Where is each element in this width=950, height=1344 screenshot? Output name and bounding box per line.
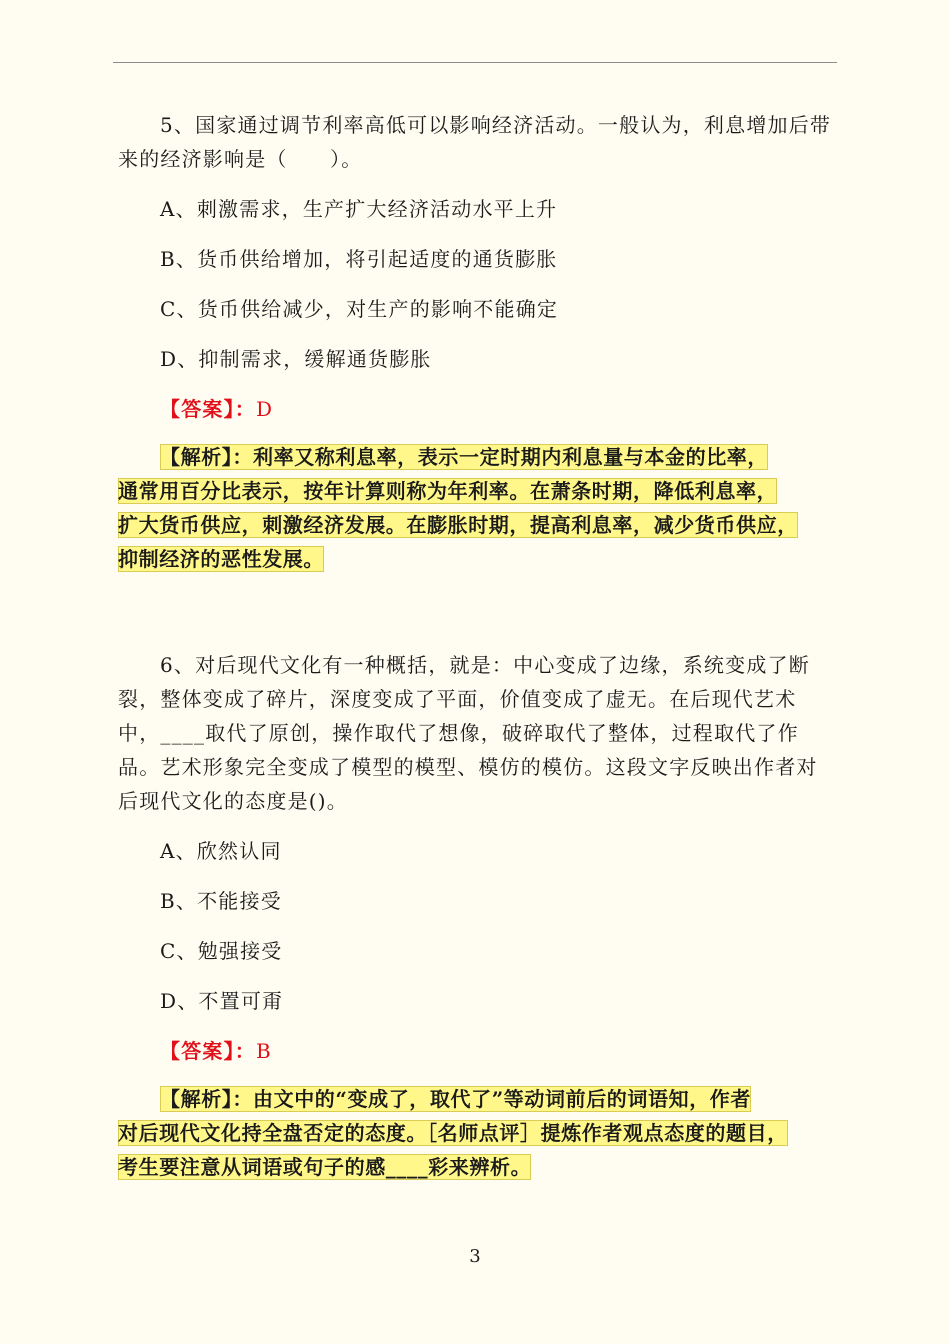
option-c: C、货币供给减少，对生产的影响不能确定 xyxy=(160,297,559,321)
option-a: A、欣然认同 xyxy=(160,839,282,863)
analysis-line: 对后现代文化持全盘否定的态度。［名师点评］提炼作者观点态度的题目， xyxy=(118,1121,788,1145)
answer-line xyxy=(160,1034,833,1068)
question-stem: 5、国家通过调节利率高低可以影响经济活动。一般认为，利息增加后带来的经济影响是（ ）。 xyxy=(118,113,832,171)
option-a: A、刺激需求，生产扩大经济活动水平上升 xyxy=(160,197,558,221)
answer-value: D xyxy=(256,397,274,421)
analysis-block xyxy=(118,1082,833,1184)
page-number: 3 xyxy=(469,1246,481,1267)
answer-tag: 【答案】： xyxy=(160,397,256,421)
analysis-line: 【解析】：由文中的“变成了，取代了”等动词前后的词语知，作者 xyxy=(160,1087,752,1111)
question-5 xyxy=(118,108,833,576)
option-c: C、勉强接受 xyxy=(160,939,283,963)
option-d: D、抑制需求，缓解通货膨胀 xyxy=(160,347,432,371)
analysis-line: 考生要注意从词语或句子的感____彩来辨析。 xyxy=(118,1155,532,1179)
analysis-line: 通常用百分比表示，按年计算则称为年利率。在萧条时期，降低利息率， xyxy=(118,479,778,503)
header-rule xyxy=(113,62,837,63)
analysis-block xyxy=(118,440,833,576)
option-d: D、不置可甭 xyxy=(160,989,284,1013)
answer-value: B xyxy=(256,1039,272,1063)
answer-line xyxy=(160,392,833,426)
analysis-line: 扩大货币供应，刺激经济发展。在膨胀时期，提高利息率，减少货币供应， xyxy=(118,513,798,537)
question-6 xyxy=(118,648,833,1184)
document-page xyxy=(118,108,833,1184)
analysis-line: 【解析】：利率又称利息率，表示一定时期内利息量与本金的比率， xyxy=(160,445,768,469)
analysis-line: 抑制经济的恶性发展。 xyxy=(118,547,324,571)
answer-tag: 【答案】： xyxy=(160,1039,256,1063)
question-stem: 6、对后现代文化有一种概括，就是：中心变成了边缘，系统变成了断裂，整体变成了碎片，深度变成了平面，价值变成了虚无。在后现代艺术中，____取代了原创，操作取代了想像，破碎取代了整体，过程取代了作品。艺术形象完全变成了模型的模型、模仿的模仿。这段文字反映出作者对后现代文化的态度是()。 xyxy=(118,653,818,813)
option-b: B、货币供给增加，将引起适度的通货膨胀 xyxy=(160,247,558,271)
option-b: B、不能接受 xyxy=(160,889,282,913)
